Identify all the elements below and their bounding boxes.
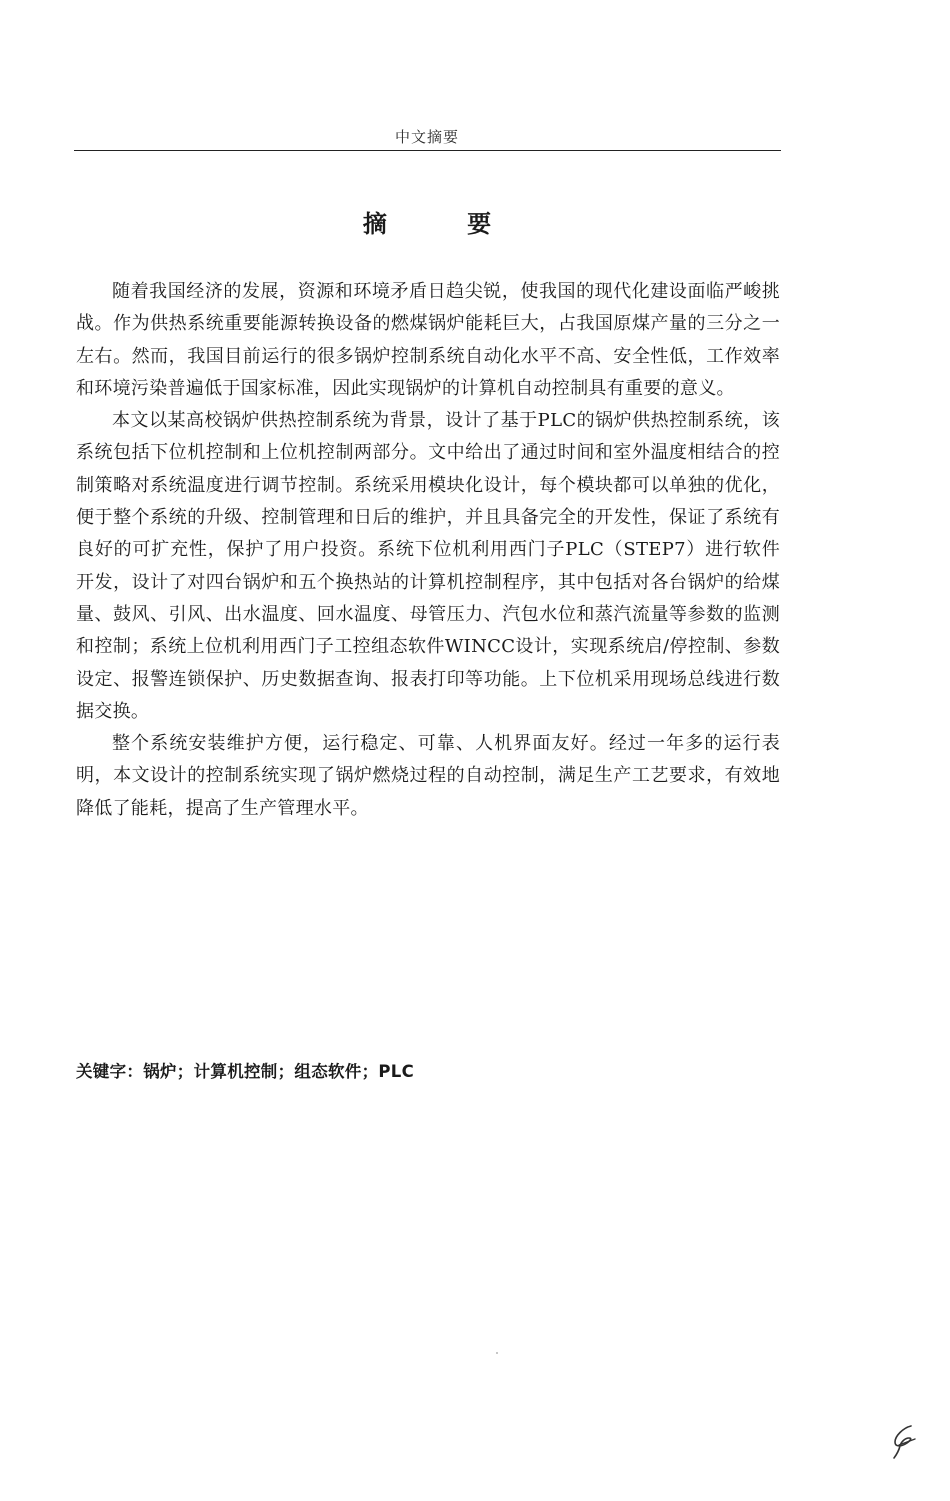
running-header: 中文摘要 [394,128,459,146]
abstract-paragraph-3: 整个系统安装维护方便，运行稳定、可靠、人机界面友好。经过一年多的运行表明，本文设计的控制系统实现了锅炉燃烧过程的自动控制，满足生产工艺要求，有效地降低了能耗，提高了生产管理水平。 [76,733,780,819]
header-divider [74,150,781,151]
page-title: 摘 要 [362,210,528,238]
keywords-line: 关键字：锅炉；计算机控制；组态软件；PLC [76,1062,415,1081]
abstract-body [76,276,780,825]
handwritten-page-mark-icon [885,1420,919,1460]
abstract-paragraph-2: 本文以某高校锅炉供热控制系统为背景，设计了基于PLC的锅炉供热控制系统，该系统包括下位机控制和上位机控制两部分。文中给出了通过时间和室外温度相结合的控制策略对系统温度进行调节控制。系统采用模块化设计，每个模块都可以单独的优化，便于整个系统的升级、控制管理和日后的维护，并且具备完全的开发性，保证了系统有良好的可扩充性，保护了用户投资。系统下位机利用西门子PLC（STEP7）进行软件开发，设计了对四台锅炉和五个换热站的计算机控制程序，其中包括对各台锅炉的给煤量、鼓风、引风、出水温度、回水温度、母管压力、汽包水位和蒸汽流量等参数的监测和控制；系统上位机利用西门子工控组态软件WINCC设计，实现系统启/停控制、参数设定、报警连锁保护、历史数据查询、报表打印等功能。上下位机采用现场总线进行数据交换。 [76,410,780,722]
abstract-paragraph-1: 随着我国经济的发展，资源和环境矛盾日趋尖锐，使我国的现代化建设面临严峻挑战。作为供热系统重要能源转换设备的燃煤锅炉能耗巨大，占我国原煤产量的三分之一左右。然而，我国目前运行的很多锅炉控制系统自动化水平不高、安全性低，工作效率和环境污染普遍低于国家标准，因此实现锅炉的计算机自动控制具有重要的意义。 [76,281,780,399]
scan-speck [496,1352,498,1354]
